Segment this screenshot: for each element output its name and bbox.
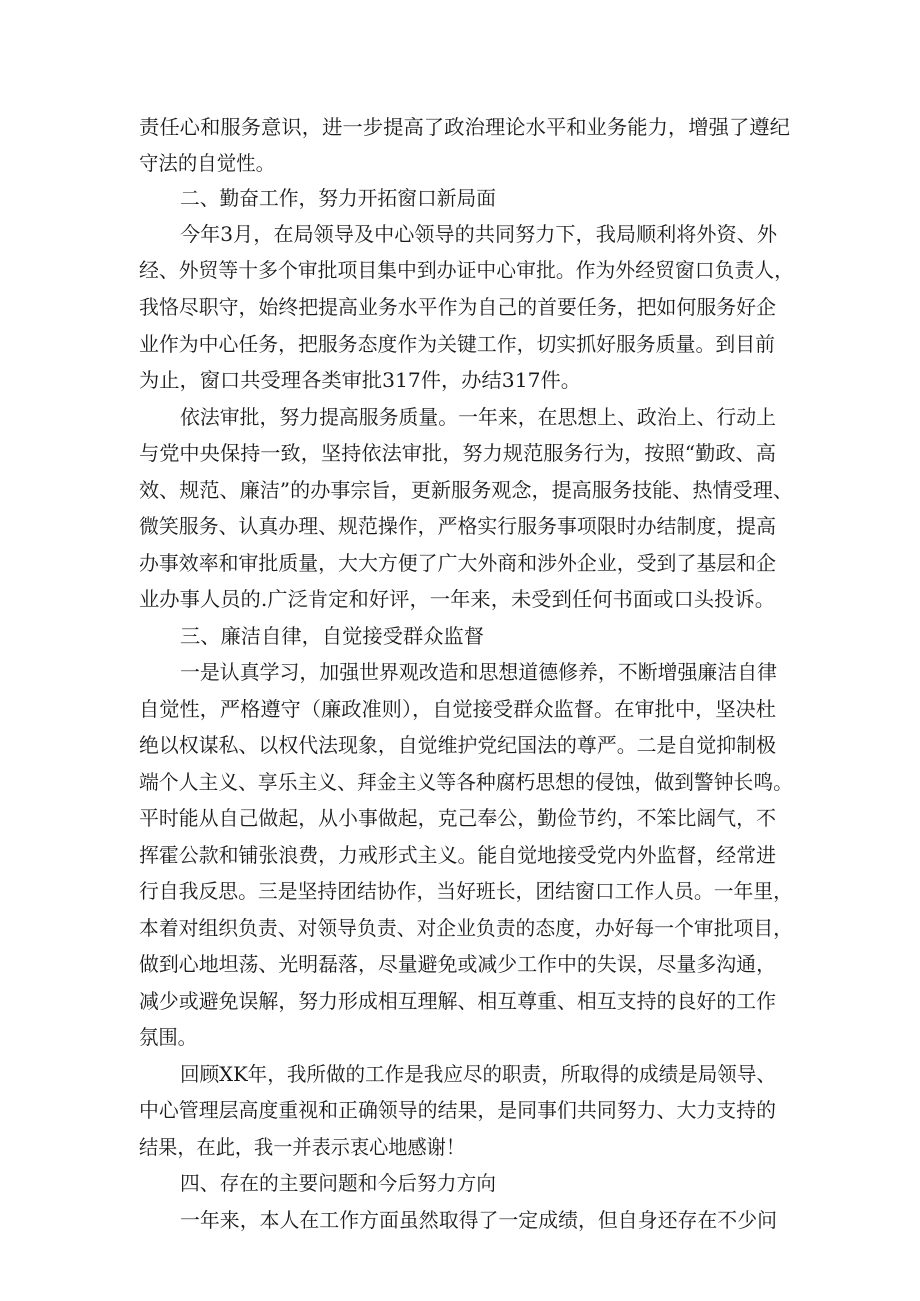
line-text: 减少或避免误解，努力形成相互理解、相互尊重、相互支持的良好的工作 <box>139 989 776 1013</box>
text-line <box>0 252 920 288</box>
heading-text: 二、勤奋工作，努力开拓窗口新局面 <box>180 186 496 210</box>
text-line <box>0 1092 920 1128</box>
line-text: 业办事人员的.广泛肯定和好评，一年来，未受到任何书面或口头投诉。 <box>139 587 775 611</box>
text-line <box>0 910 920 946</box>
line-text: 中心管理层高度重视和正确领导的结果，是同事们共同努力、大力支持的 <box>139 1098 776 1122</box>
line-text: 氛围。 <box>139 1025 197 1049</box>
line-text: 自觉性，严格遵守（廉政准则），自觉接受群众监督。在审批中，坚决杜 <box>139 697 776 721</box>
line-text: 效、规范、廉洁”的办事宗旨，更新服务观念，提高服务技能、热情受理、 <box>139 478 793 502</box>
section-heading <box>0 180 920 216</box>
line-text: 责任心和服务意识，进一步提高了政治理论水平和业务能力，增强了遵纪 <box>139 115 790 139</box>
line-text: 做到心地坦荡、光明磊落，尽量避免或减少工作中的失误，尽量多沟通， <box>139 952 776 976</box>
text-line <box>0 727 920 763</box>
line-text: 平时能从自己做起，从小事做起，克己奉公，勤俭节约，不笨比阔气，不 <box>139 806 776 830</box>
text-line <box>0 873 920 909</box>
text-line <box>0 946 920 982</box>
text-line <box>0 145 920 181</box>
line-text: 回顾XK年，我所做的工作是我应尽的职责，所取得的成绩是局领导、 <box>180 1062 776 1086</box>
line-text: 守法的自觉性。 <box>139 151 275 175</box>
text-line <box>0 1129 920 1165</box>
section-heading <box>0 1165 920 1201</box>
line-text: 为止，窗口共受理各类审批317件，办结317件。 <box>139 368 581 392</box>
line-text: 今年3月，在局领导及中心领导的共同努力下，我局顺利将外资、外 <box>180 222 777 246</box>
line-text: 经、外贸等十多个审批项目集中到办证中心审批。作为外经贸窗口负责人， <box>139 258 794 282</box>
text-line <box>0 800 920 836</box>
line-text: 依法审批，努力提高服务质量。一年来，在思想上、政治上、行动上 <box>180 405 776 429</box>
text-line <box>0 109 920 145</box>
line-text: 挥霍公款和铺张浪费，力戒形式主义。能自觉地接受党内外监督，经常进 <box>139 843 776 867</box>
text-line <box>0 581 920 617</box>
line-text: 一是认真学习，加强世界观改造和思想道德修养，不断增强廉洁自律 <box>180 660 777 684</box>
text-line <box>0 1019 920 1055</box>
line-text: 结果，在此，我一并表示衷心地感谢！ <box>139 1135 465 1159</box>
text-line <box>0 472 920 508</box>
text-line <box>0 216 920 252</box>
text-line <box>0 691 920 727</box>
heading-text: 四、存在的主要问题和今后努力方向 <box>180 1171 496 1195</box>
line-text: 本着对组织负责、对领导负责、对企业负责的态度，办好每一个审批项目， <box>139 916 793 940</box>
text-line <box>0 508 920 544</box>
line-text: 办事效率和审批质量，大大方便了广大外商和涉外企业，受到了基层和企 <box>139 551 776 575</box>
heading-text: 三、廉洁自律，自觉接受群众监督 <box>180 624 484 648</box>
line-text: 端个人主义、享乐主义、拜金主义等各种腐朽思想的侵蚀，做到警钟长鸣。 <box>139 770 793 794</box>
line-text: 我恪尽职守，始终把提高业务水平作为自己的首要任务，把如何服务好企 <box>139 295 776 319</box>
text-line <box>0 545 920 581</box>
text-line <box>0 837 920 873</box>
text-line <box>0 764 920 800</box>
line-text: 绝以权谋私、以权代法现象，自觉维护党纪国法的尊严。二是自觉抑制极 <box>139 733 776 757</box>
text-line <box>0 289 920 325</box>
text-line <box>0 1056 920 1092</box>
section-heading <box>0 618 920 654</box>
line-text: 业作为中心任务，把服务态度作为关键工作，切实抓好服务质量。到目前 <box>139 332 775 356</box>
line-text: 一年来，本人在工作方面虽然取得了一定成绩，但自身还存在不少问 <box>180 1208 777 1232</box>
text-line <box>0 983 920 1019</box>
line-text: 行自我反思。三是坚持团结协作，当好班长，团结窗口工作人员。一年里， <box>139 879 793 903</box>
line-text: 微笑服务、认真办理、规范操作，严格实行服务事项限时办结制度，提高 <box>139 514 776 538</box>
text-line <box>0 362 920 398</box>
text-line <box>0 654 920 690</box>
text-line <box>0 326 920 362</box>
text-line <box>0 435 920 471</box>
text-line <box>0 399 920 435</box>
text-line <box>0 1202 920 1238</box>
line-text: 与党中央保持一致，坚持依法审批，努力规范服务行为，按照“勤政、高 <box>139 441 776 465</box>
